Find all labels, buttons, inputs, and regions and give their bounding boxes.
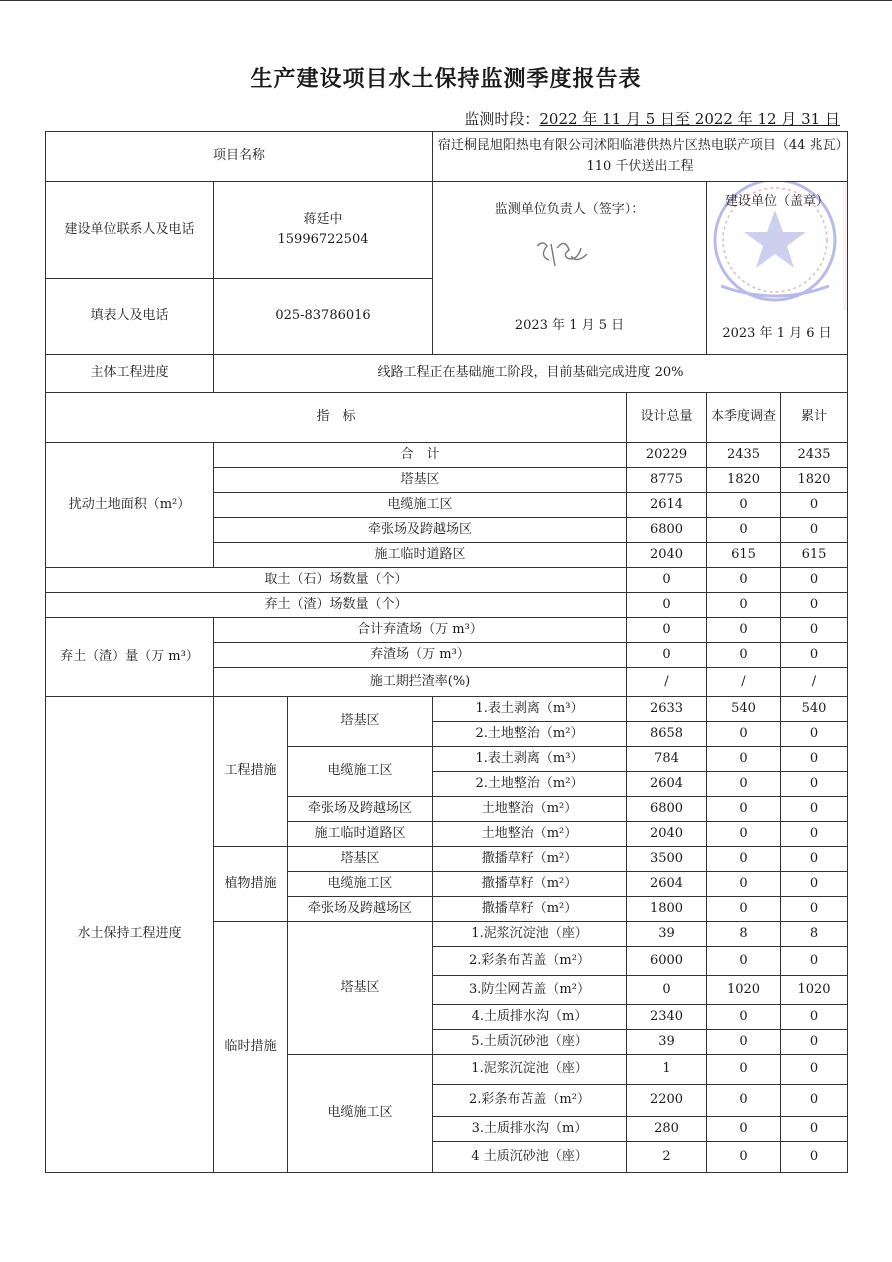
monitoring-period (464, 108, 840, 129)
quarter-value: 0 (707, 593, 781, 618)
quarter-value: 0 (707, 518, 781, 543)
cumulative-value: 615 (781, 543, 848, 568)
cumulative-value: 0 (781, 1055, 848, 1085)
builder-seal-date: 2023 年 1 月 6 日 (722, 325, 832, 341)
header-cumulative: 累计 (781, 393, 848, 443)
page-title: 生产建设项目水土保持监测季度报告表 (250, 67, 642, 92)
quarter-value: 0 (707, 493, 781, 518)
cumulative-value: 0 (781, 518, 848, 543)
row-name: 弃渣场（万 m³） (214, 643, 627, 668)
quarter-value: 0 (707, 822, 781, 847)
row-name: 牵张场及跨越场区 (214, 518, 627, 543)
header-this-quarter: 本季度调查 (707, 393, 781, 443)
item-name: 3.防尘网苫盖（m²） (433, 976, 627, 1005)
contact-name: 蒋廷中 (303, 211, 343, 227)
cumulative-value: 0 (781, 847, 848, 872)
cumulative-value: 0 (781, 722, 848, 747)
design-value: / (627, 668, 707, 697)
quarter-value: 2435 (707, 443, 781, 468)
spoil-label: 弃土（渣）量（万 m³） (46, 618, 214, 697)
report-table (45, 131, 848, 1173)
page-top-border (0, 0, 892, 1)
area-name: 电缆施工区 (288, 1055, 433, 1173)
cumulative-value: 0 (781, 1030, 848, 1055)
eng-label: 工程措施 (214, 697, 288, 847)
item-name: 5.土质沉砂池（座） (433, 1030, 627, 1055)
contact-value (214, 182, 433, 279)
design-value: 280 (627, 1117, 707, 1142)
area-name: 塔基区 (288, 847, 433, 872)
cumulative-value: 0 (781, 747, 848, 772)
progress-value: 线路工程正在基础施工阶段，目前基础完成进度 20% (214, 355, 848, 393)
design-value: 0 (627, 593, 707, 618)
contact-label: 建设单位联系人及电话 (46, 182, 214, 279)
quarter-value: 0 (707, 847, 781, 872)
cumulative-value: 0 (781, 643, 848, 668)
design-value: 2040 (627, 822, 707, 847)
cumulative-value: 1020 (781, 976, 848, 1005)
table-row (46, 593, 848, 618)
quarter-value: / (707, 668, 781, 697)
design-value: 0 (627, 643, 707, 668)
item-name: 1.表土剥离（m³） (433, 697, 627, 722)
table-row (46, 443, 848, 468)
cumulative-value: 0 (781, 618, 848, 643)
progress-row (46, 355, 848, 393)
header-indicator: 指 标 (46, 393, 627, 443)
area-name: 牵张场及跨越场区 (288, 797, 433, 822)
quarter-value: 0 (707, 1142, 781, 1173)
quarter-value: 0 (707, 722, 781, 747)
item-name: 撒播草籽（m²） (433, 872, 627, 897)
item-name: 土地整治（m²） (433, 822, 627, 847)
item-name: 2.彩条布苫盖（m²） (433, 1085, 627, 1117)
table-row (46, 697, 848, 722)
design-value: 20229 (627, 443, 707, 468)
item-name: 1.泥浆沉淀池（座） (433, 1055, 627, 1085)
design-value: 3500 (627, 847, 707, 872)
cumulative-value: 0 (781, 568, 848, 593)
design-value: 6800 (627, 797, 707, 822)
quarter-value: 8 (707, 922, 781, 947)
cumulative-value: 0 (781, 872, 848, 897)
item-name: 撒播草籽（m²） (433, 847, 627, 872)
quarter-value: 0 (707, 872, 781, 897)
design-value: 2604 (627, 872, 707, 897)
row-name: 塔基区 (214, 468, 627, 493)
contact-phone: 15996722504 (277, 232, 369, 247)
design-value: 6800 (627, 518, 707, 543)
design-value: 8658 (627, 722, 707, 747)
veg-label: 植物措施 (214, 847, 288, 922)
cumulative-value: 0 (781, 897, 848, 922)
table-row (46, 568, 848, 593)
quarter-value: 0 (707, 797, 781, 822)
area-name: 施工临时道路区 (288, 822, 433, 847)
area-name: 牵张场及跨越场区 (288, 897, 433, 922)
item-name: 2.彩条布苫盖（m²） (433, 947, 627, 976)
row-name: 电缆施工区 (214, 493, 627, 518)
row-name: 施工临时道路区 (214, 543, 627, 568)
row-name: 施工期拦渣率(%) (214, 668, 627, 697)
design-value: 2 (627, 1142, 707, 1173)
quarter-value: 0 (707, 1117, 781, 1142)
area-name: 电缆施工区 (288, 872, 433, 897)
monitor-sign-label: 监测单位负责人（签字）： (494, 202, 645, 217)
cumulative-value: 2435 (781, 443, 848, 468)
cumulative-value: 0 (781, 493, 848, 518)
period-value: 2022 年 11 月 5 日至 2022 年 12 月 31 日 (539, 110, 840, 128)
area-name: 电缆施工区 (288, 747, 433, 797)
quarter-value: 0 (707, 1085, 781, 1117)
signature-image (533, 236, 593, 270)
filler-phone: 025-83786016 (214, 279, 433, 355)
design-value: 2633 (627, 697, 707, 722)
period-label: 监测时段： (464, 110, 540, 128)
table-row (46, 618, 848, 643)
design-value: 6000 (627, 947, 707, 976)
design-value: 2200 (627, 1085, 707, 1117)
project-name-label: 项目名称 (46, 132, 433, 182)
item-name: 1.表土剥离（m³） (433, 747, 627, 772)
design-value: 2604 (627, 772, 707, 797)
quarter-value: 0 (707, 747, 781, 772)
progress-label: 主体工程进度 (46, 355, 214, 393)
project-name-value: 宿迁桐昆旭阳热电有限公司沭阳临港供热片区热电联产项目（44 兆瓦）110 千伏送出工程 (433, 132, 848, 182)
item-name: 2.土地整治（m²） (433, 722, 627, 747)
row-name: 取土（石）场数量（个） (46, 568, 627, 593)
item-name: 4 土质沉砂池（座） (433, 1142, 627, 1173)
quarter-value: 615 (707, 543, 781, 568)
cumulative-value: 0 (781, 593, 848, 618)
item-name: 4.土质排水沟（m） (433, 1005, 627, 1030)
item-name: 土地整治（m²） (433, 797, 627, 822)
design-value: 784 (627, 747, 707, 772)
disturb-label: 扰动土地面积（m²） (46, 443, 214, 568)
quarter-value: 0 (707, 1005, 781, 1030)
quarter-value: 0 (707, 947, 781, 976)
quarter-value: 1020 (707, 976, 781, 1005)
quarter-value: 1820 (707, 468, 781, 493)
design-value: 39 (627, 1030, 707, 1055)
design-value: 1 (627, 1055, 707, 1085)
temp-label: 临时措施 (214, 922, 288, 1173)
area-name: 塔基区 (288, 697, 433, 747)
cumulative-value: 0 (781, 822, 848, 847)
area-name: 塔基区 (288, 922, 433, 1055)
cumulative-value: 8 (781, 922, 848, 947)
cumulative-value: 540 (781, 697, 848, 722)
quarter-value: 0 (707, 568, 781, 593)
quarter-value: 0 (707, 618, 781, 643)
quarter-value: 0 (707, 1030, 781, 1055)
cumulative-value: 1820 (781, 468, 848, 493)
design-value: 2340 (627, 1005, 707, 1030)
row-name: 合计弃渣场（万 m³） (214, 618, 627, 643)
filler-label: 填表人及电话 (46, 279, 214, 355)
design-value: 2040 (627, 543, 707, 568)
cumulative-value: 0 (781, 1142, 848, 1173)
row-name: 合 计 (214, 443, 627, 468)
contact-row (46, 182, 848, 279)
cumulative-value: 0 (781, 947, 848, 976)
quarter-value: 0 (707, 772, 781, 797)
design-value: 1800 (627, 897, 707, 922)
item-name: 3.土质排水沟（m） (433, 1117, 627, 1142)
cumulative-value: 0 (781, 772, 848, 797)
cumulative-value: 0 (781, 797, 848, 822)
quarter-value: 0 (707, 643, 781, 668)
design-value: 0 (627, 618, 707, 643)
quarter-value: 540 (707, 697, 781, 722)
item-name: 撒播草籽（m²） (433, 897, 627, 922)
row-name: 弃土（渣）场数量（个） (46, 593, 627, 618)
monitor-sign-cell (433, 182, 707, 355)
header-design-total: 设计总量 (627, 393, 707, 443)
item-name: 1.泥浆沉淀池（座） (433, 922, 627, 947)
builder-seal-cell (707, 182, 848, 355)
quarter-value: 0 (707, 897, 781, 922)
design-value: 0 (627, 976, 707, 1005)
cumulative-value: 0 (781, 1085, 848, 1117)
design-value: 2614 (627, 493, 707, 518)
project-name-row (46, 132, 848, 182)
builder-seal-label: 建设单位（盖章） (724, 194, 829, 209)
design-value: 0 (627, 568, 707, 593)
cumulative-value: 0 (781, 1117, 848, 1142)
design-value: 8775 (627, 468, 707, 493)
quarter-value: 0 (707, 1055, 781, 1085)
cumulative-value: 0 (781, 1005, 848, 1030)
design-value: 39 (627, 922, 707, 947)
monitor-sign-date: 2023 年 1 月 5 日 (514, 317, 625, 333)
header-row (46, 393, 848, 443)
item-name: 2.土地整治（m²） (433, 772, 627, 797)
swc-label: 水土保持工程进度 (46, 697, 214, 1173)
cumulative-value: / (781, 668, 848, 697)
